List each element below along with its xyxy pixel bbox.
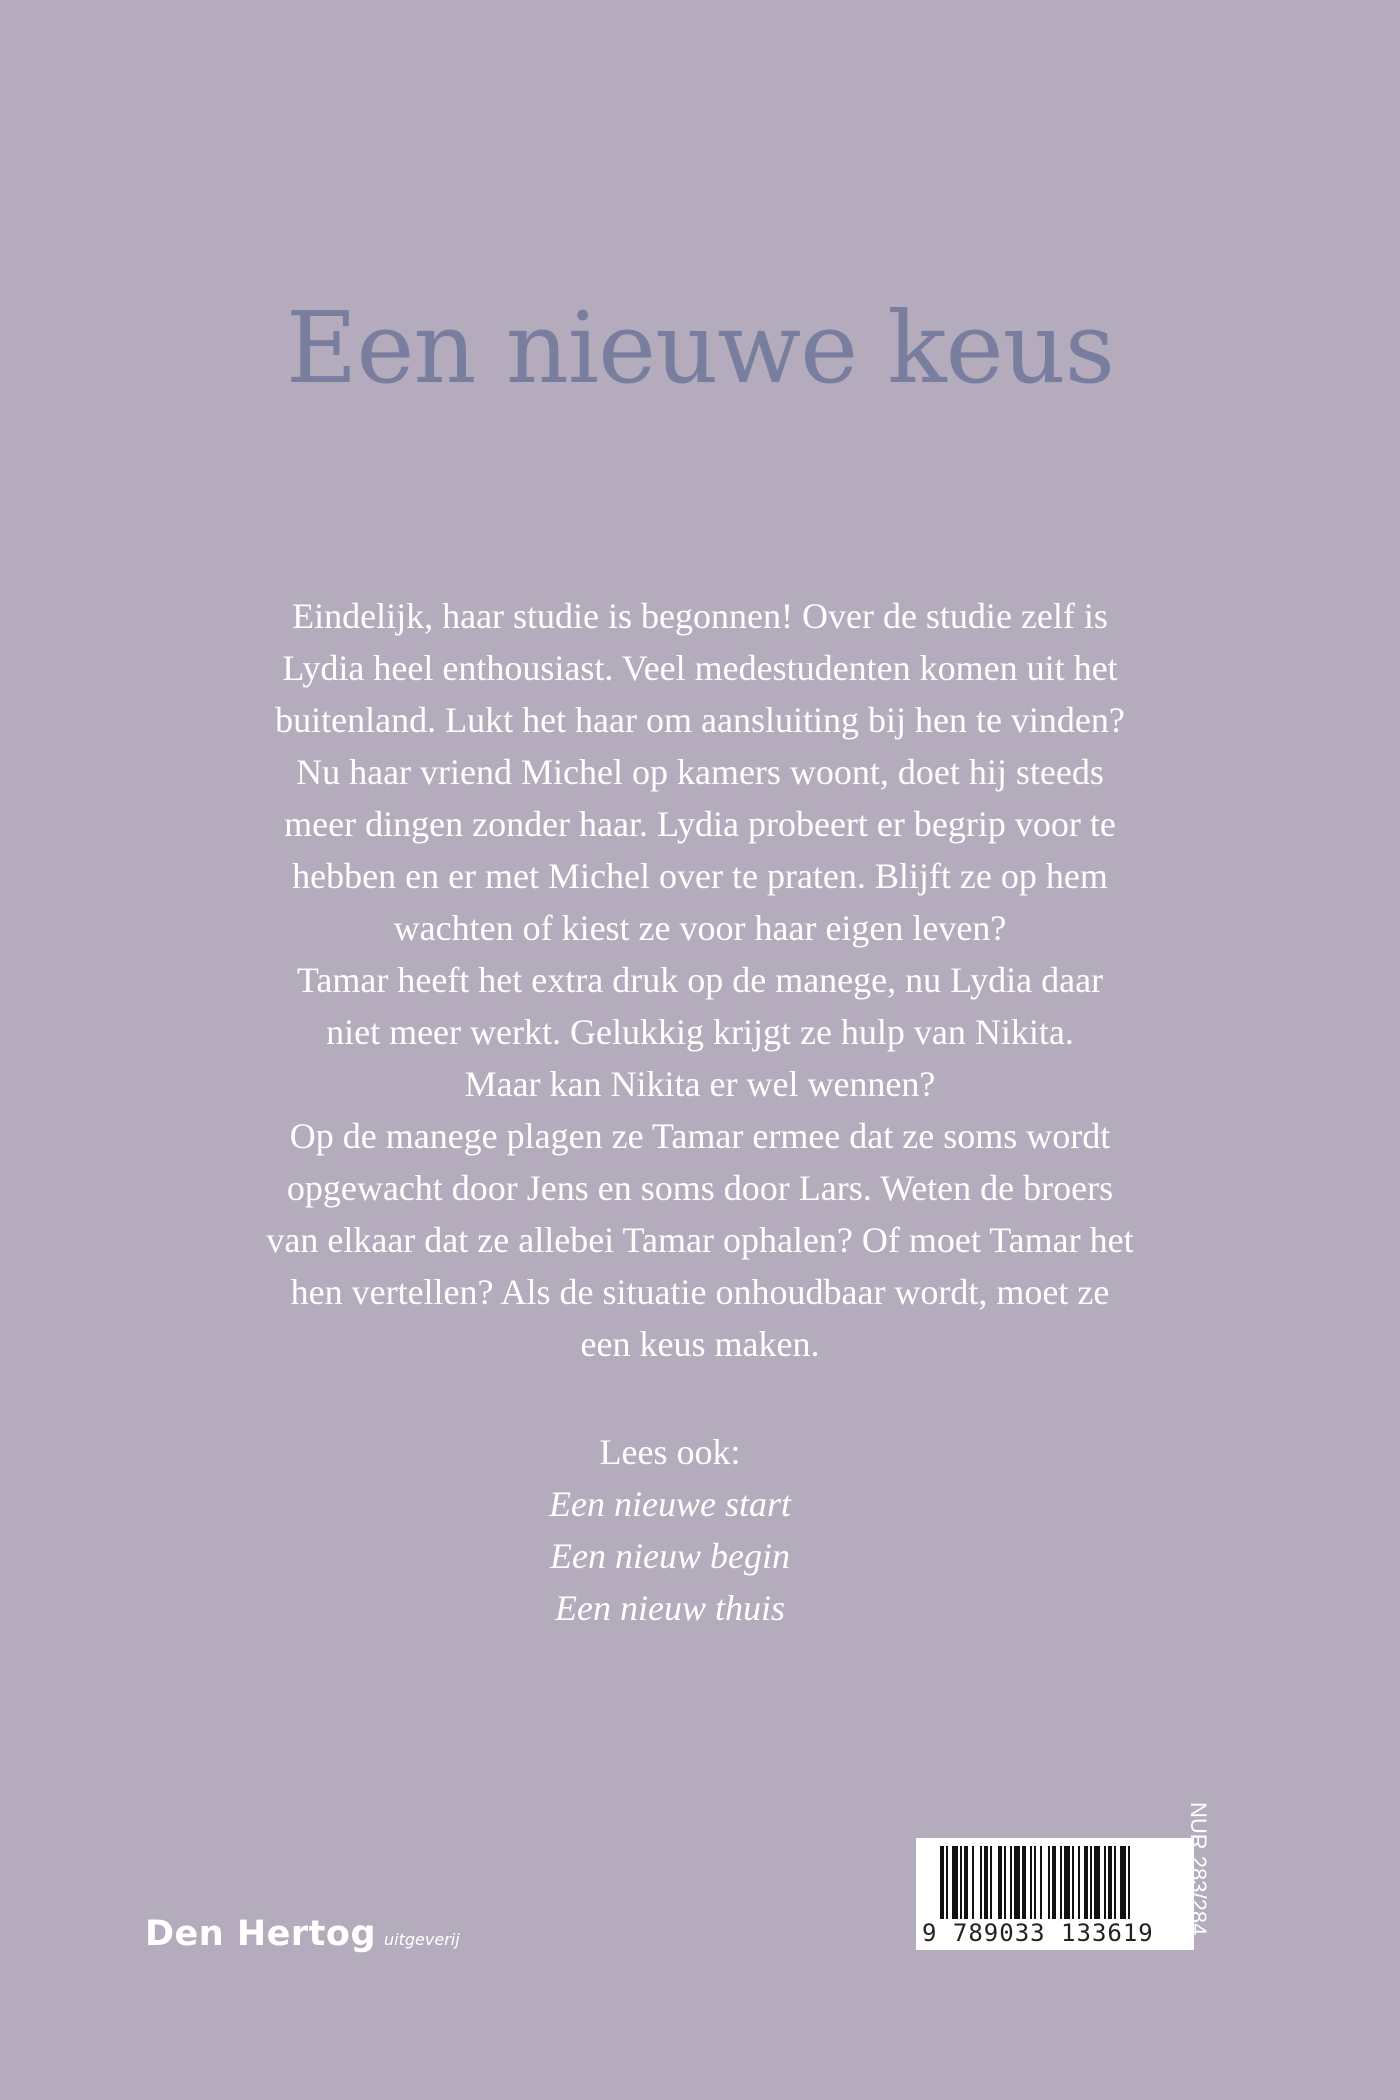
blurb-line: buitenland. Lukt het haar om aansluiting bij hen te vinden? — [275, 700, 1125, 740]
blurb-line: wachten of kiest ze voor haar eigen leven? — [393, 908, 1007, 948]
publisher-sub: uitgeverij — [384, 1930, 460, 1949]
book-title: Een nieuwe keus — [285, 292, 1115, 406]
blurb-line: hebben en er met Michel over te praten. Blijft ze op hem — [292, 856, 1108, 896]
also-read-label: Lees ook: — [599, 1432, 741, 1472]
blurb-line: Lydia heel enthousiast. Veel medestudenten komen uit het — [282, 648, 1118, 688]
blurb-line: opgewacht door Jens en soms door Lars. Weten de broers — [286, 1168, 1114, 1208]
nur-label: NUR 283/284 — [1186, 1802, 1211, 1936]
also-read-title: Een nieuwe start — [549, 1484, 791, 1524]
publisher-logo — [145, 1914, 460, 1954]
blurb-line: een keus maken. — [580, 1324, 820, 1364]
blurb-line: Op de manege plagen ze Tamar ermee dat ze soms wordt — [289, 1116, 1111, 1156]
also-read-title: Een nieuw begin — [550, 1536, 790, 1576]
blurb-line: Eindelijk, haar studie is begonnen! Over de studie zelf is — [292, 596, 1108, 636]
blurb-line: hen vertellen? Als de situatie onhoudbaar wordt, moet ze — [290, 1272, 1110, 1312]
nur-code — [1186, 1802, 1226, 1962]
blurb-line: Maar kan Nikita er wel wennen? — [464, 1064, 936, 1104]
also-read-section — [0, 1426, 1340, 1634]
blurb-text — [180, 590, 1220, 1370]
blurb-line: niet meer werkt. Gelukkig krijgt ze hulp van Nikita. — [326, 1012, 1074, 1052]
also-read-title: Een nieuw thuis — [555, 1588, 785, 1628]
blurb-line: Tamar heeft het extra druk op de manege, nu Lydia daar — [296, 960, 1104, 1000]
isbn-barcode — [916, 1838, 1194, 1950]
publisher-name: Den Hertog — [145, 1914, 377, 1954]
blurb-line: van elkaar dat ze allebei Tamar ophalen? Of moet Tamar het — [266, 1220, 1134, 1260]
blurb-line: meer dingen zonder haar. Lydia probeert er begrip voor te — [284, 804, 1116, 844]
blurb-line: Nu haar vriend Michel op kamers woont, doet hij steeds — [296, 752, 1104, 792]
barcode-digits: 9 789033 133619 — [922, 1919, 1154, 1947]
